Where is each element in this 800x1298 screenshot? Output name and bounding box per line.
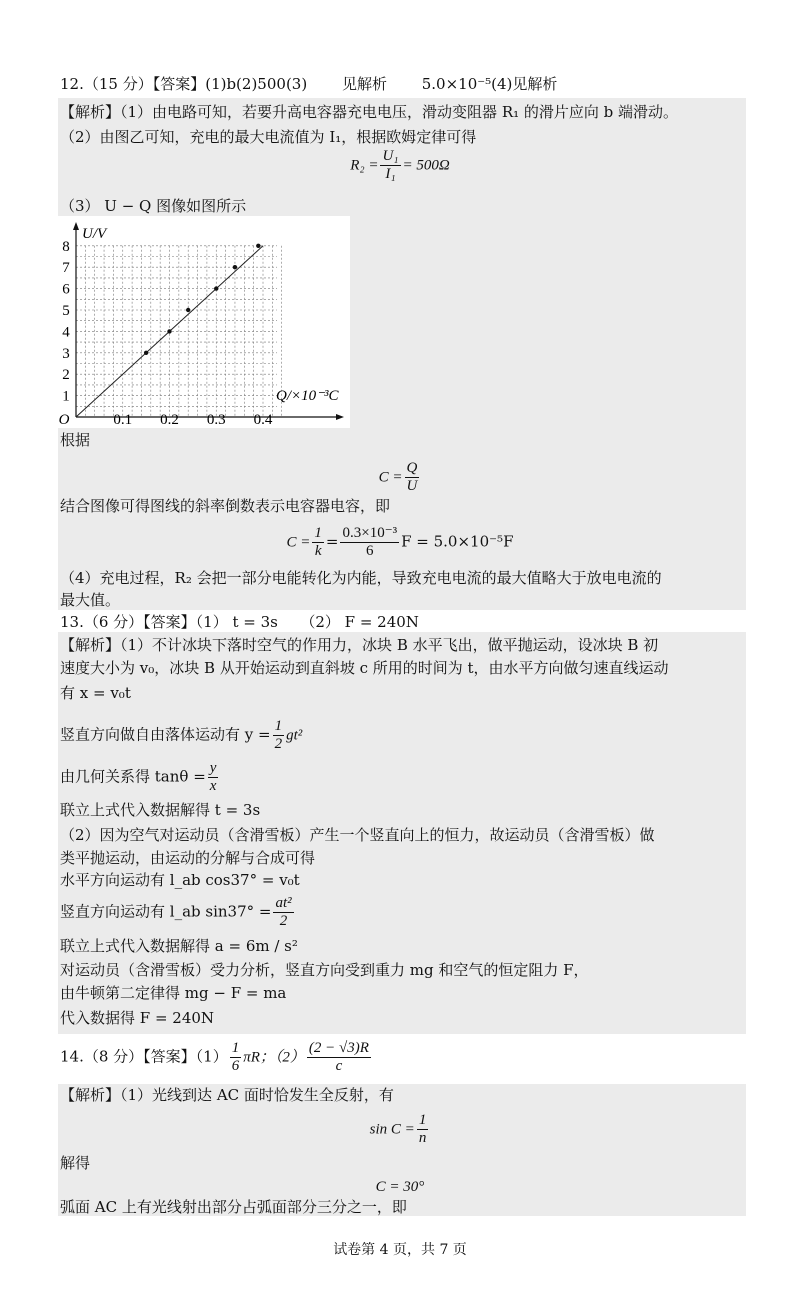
x-tick-label: 0.3 xyxy=(206,412,226,428)
y-axis-label: U/V xyxy=(82,226,107,242)
formula-r2: R₂ = $\frac{\text{U₁}}{\text{I₁}}$ = 500Ω xyxy=(350,148,450,182)
y-tick-label: 1 xyxy=(62,388,70,405)
q12-text-basis: 根据 xyxy=(60,431,91,449)
q14-line-2: 解得 xyxy=(60,1154,91,1172)
q13-line-9: 水平方向运动有 l_ab cos37° = v₀t xyxy=(60,871,300,889)
y-tick-label: 2 xyxy=(62,367,70,384)
y-tick-label: 4 xyxy=(62,324,70,341)
y-axis-arrow xyxy=(73,222,79,230)
y-tick-label: 7 xyxy=(62,260,70,277)
x-tick-label: 0.1 xyxy=(113,412,133,428)
q14-line-3: 弧面 AC 上有光线射出部分占弧面部分三分之一，即 xyxy=(60,1198,407,1216)
y-tick-label: 5 xyxy=(62,303,70,319)
q13-line-13: 由牛顿第二定律得 mg − F = ma xyxy=(60,984,287,1002)
q13-line-8: 类平抛运动，由运动的分解与合成可得 xyxy=(60,849,316,867)
data-point xyxy=(144,351,148,355)
q13-line-2: 速度大小为 v₀，冰块 B 从开始运动到直斜坡 c 所用的时间为 t，由水平方向做匀速直线运动 xyxy=(60,659,669,677)
data-point xyxy=(256,244,260,248)
x-tick-label: 0.2 xyxy=(160,412,179,428)
origin-label: O xyxy=(58,412,70,428)
q13-line-12: 对运动员（含滑雪板）受力分析，竖直方向受到重力 mg 和空气的恒定阻力 F， xyxy=(60,961,589,979)
x-axis-arrow xyxy=(336,414,344,420)
q13-line-4: 竖直方向做自由落体运动有 y = $\frac{1}{2}$ gt² xyxy=(60,718,303,752)
q12-analysis-1: 【解析】（1）由电路可知，若要升高电容器充电电压，滑动变阻器 R₁ 的滑片应向 b 端滑动。 xyxy=(60,103,679,121)
data-point xyxy=(233,265,237,269)
q13-answer-header: 13.（6 分）【答案】（1） t = 3s （2） F = 240N xyxy=(60,613,419,631)
data-point xyxy=(214,286,218,290)
y-tick-label: 3 xyxy=(62,345,70,362)
x-axis-label: Q/×10⁻³C xyxy=(276,388,339,404)
q13-line-11: 联立上式代入数据解得 a = 6m / s² xyxy=(60,937,298,955)
y-tick-label: 8 xyxy=(62,238,70,255)
q13-line-7: （2）因为空气对运动员（含滑雪板）产生一个竖直向上的恒力，故运动员（含滑雪板）做 xyxy=(60,826,655,844)
page-footer: 试卷第 4 页，共 7 页 xyxy=(333,1242,467,1258)
q14-answer-header: 14.（8 分）【答案】（1） $\frac{1}{6}$ πR；（2） $\frac{(2 - √3)R}{c}$ xyxy=(60,1040,369,1074)
q12-answer-header: 12.（15 分）【答案】(1)b(2)500(3) 见解析 5.0×10⁻⁵(4)见解析 xyxy=(60,75,558,93)
formula-c: C = $\frac{Q}{U}$ xyxy=(378,460,418,494)
q12-analysis-2: （2）由图乙可知，充电的最大电流值为 I₁，根据欧姆定律可得 xyxy=(60,128,477,146)
formula-c30: C = 30° xyxy=(375,1179,425,1195)
q13-line-1: 【解析】（1）不计冰块下落时空气的作用力，冰块 B 水平飞出，做平抛运动，设冰块 B 初 xyxy=(60,636,659,654)
q12-analysis-slope: 结合图像可得图线的斜率倒数表示电容器电容，即 xyxy=(60,497,391,515)
q13-line-5: 由几何关系得 tanθ = $\frac{y}{x}$ xyxy=(60,760,217,794)
q12-analysis-4: （4）充电过程，R₂ 会把一部分电能转化为内能，导致充电电流的最大值略大于放电电流的 xyxy=(60,569,662,587)
q12-analysis-3: （3） U − Q 图像如图所示 xyxy=(60,197,247,215)
q13-line-14: 代入数据得 F = 240N xyxy=(60,1009,215,1027)
y-tick-label: 6 xyxy=(62,281,70,298)
q14-line-1: 【解析】（1）光线到达 AC 面时恰发生全反射，有 xyxy=(60,1086,394,1104)
formula-sinc: sin C = $\frac{1}{n}$ xyxy=(369,1112,427,1146)
q12-analysis-4b: 最大值。 xyxy=(60,591,121,609)
data-point xyxy=(167,329,171,333)
q13-line-3: 有 x = v₀t xyxy=(60,684,131,702)
data-point xyxy=(186,308,190,312)
formula-capacitance: C = $\frac{1}{k}$ = $\frac{\text{0.3×10⁻³}}{6}$ F = 5.0×10⁻⁵F xyxy=(286,525,514,559)
q13-line-10: 竖直方向运动有 l_ab sin37° = $\frac{\text{at²}}{2}$ xyxy=(60,895,292,929)
x-tick-label: 0.4 xyxy=(253,412,273,428)
u-q-graph xyxy=(58,216,350,428)
q13-line-6: 联立上式代入数据解得 t = 3s xyxy=(60,801,261,819)
